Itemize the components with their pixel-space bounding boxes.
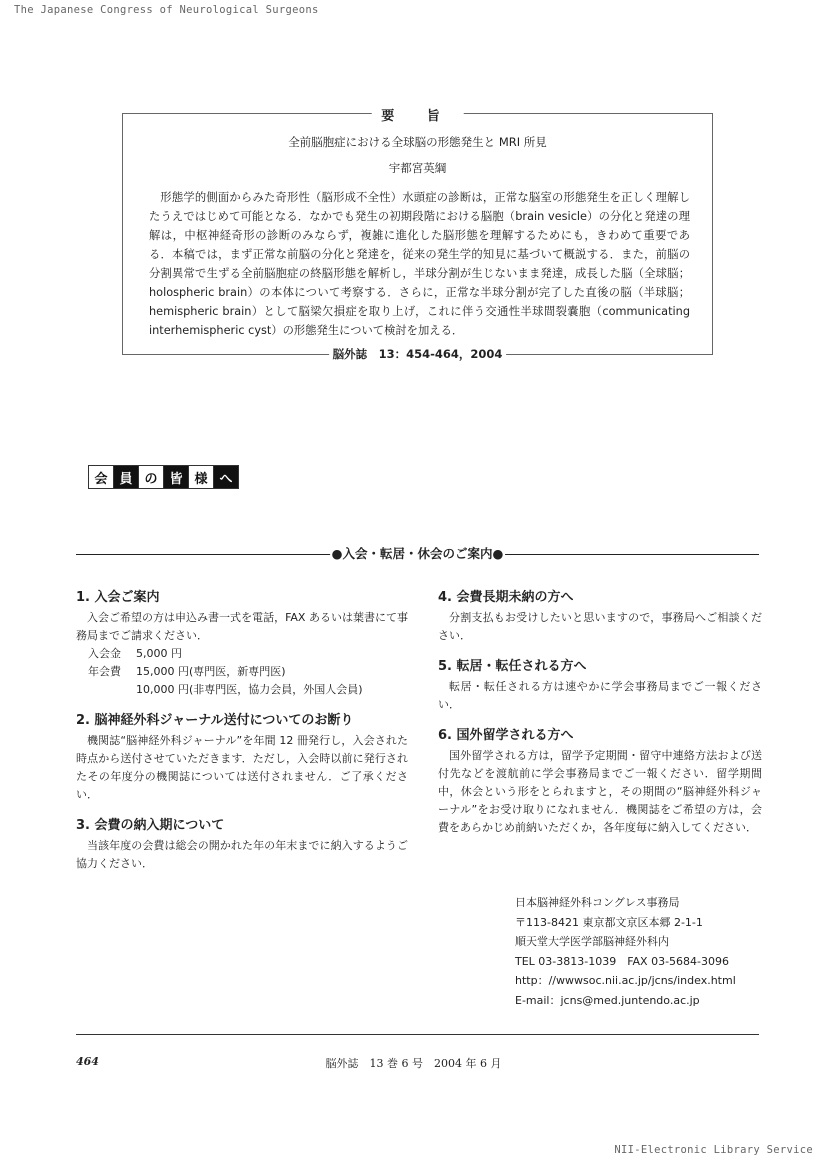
fee-row <box>88 663 408 681</box>
banner-char: 員 <box>113 466 138 488</box>
guide-heading-line <box>76 544 759 564</box>
banner-char: へ <box>213 466 238 488</box>
fee-label: 入会金 <box>88 647 121 660</box>
abstract-heading: 要 旨 <box>371 105 464 124</box>
banner-char: 皆 <box>163 466 188 488</box>
banner-char: 様 <box>188 466 213 488</box>
contact-dept: 順天堂大学医学部脳神経外科内 <box>515 935 669 948</box>
section-title: 1. 入会ご案内 <box>76 590 160 605</box>
guide-heading: ●入会・転居・休会のご案内● <box>331 546 504 561</box>
section-title: 3. 会費の納入期について <box>76 818 225 833</box>
section-title: 2. 脳神経外科ジャーナル送付についてのお断り <box>76 713 354 728</box>
footer-note: NII-Electronic Library Service <box>614 1144 813 1156</box>
fee-value: 10,000 円(非専門医，協力会員，外国人会員) <box>136 683 363 696</box>
contact-phone: TEL 03-3813-1039 FAX 03-5684-3096 <box>515 954 730 968</box>
contact-org: 日本脳神経外科コングレス事務局 <box>515 896 680 909</box>
header-note: The Japanese Congress of Neurological Surgeons <box>14 4 319 16</box>
section-text: 機関誌“脳神経外科ジャーナル”を年間 12 冊発行し，入会された時点から送付させていただきます．ただし，入会時以前に発行されたその年度分の機関誌については送付されません．ご了承ください． <box>76 734 408 801</box>
section-unpaid <box>438 588 762 645</box>
fee-label: 年会費 <box>88 665 121 678</box>
section-title: 6. 国外留学される方へ <box>438 728 574 743</box>
paper-title: 全前脳胞症における全球脳の形態発生と MRI 所見 <box>288 135 547 149</box>
contact-email[interactable]: E-mail：jcns@med.juntendo.ac.jp <box>515 993 700 1007</box>
banner-char: 会 <box>89 466 113 488</box>
contact-address: 〒113-8421 東京都文京区本郷 2-1-1 <box>515 915 703 929</box>
abstract-box <box>122 109 713 361</box>
paper-author: 宇都宮英綱 <box>388 161 447 175</box>
banner-char: の <box>138 466 163 488</box>
section-fees <box>76 816 408 873</box>
members-banner <box>88 465 239 489</box>
footer-divider <box>76 1034 759 1035</box>
section-text: 入会ご希望の方は申込み書一式を電話，FAX あるいは葉書にて事務局までご請求ください． <box>76 611 408 642</box>
right-column <box>438 588 762 849</box>
section-text: 当該年度の会費は総会の開かれた年の年末までに納入するようご協力ください． <box>76 839 408 870</box>
section-journal <box>76 711 408 804</box>
section-abroad <box>438 726 762 837</box>
fee-value: 5,000 円 <box>136 647 182 660</box>
section-text: 転居・転任される方は速やかに学会事務局までご一報ください． <box>438 680 762 711</box>
abstract-citation: 脳外誌 13：454-464，2004 <box>329 346 507 362</box>
section-title: 4. 会費長期未納の方へ <box>438 590 574 605</box>
section-title: 5. 転居・転任される方へ <box>438 659 587 674</box>
fee-value: 15,000 円(専門医，新専門医) <box>136 665 286 678</box>
contact-block <box>515 893 736 1010</box>
section-text: 国外留学される方は，留学予定期間・留守中連絡方法および送付先などを渡航前に学会事務局までご一報ください．留学期間中，休会という形をとられますと，その期間の“脳神経外科ジャーナル”をお受け取りになれません．機関誌をご希望の方は，会費をあらかじめ前納いただくか，各年度毎に納入してください． <box>438 749 762 834</box>
journal-info: 脳外誌 13 巻 6 号 2004 年 6 月 <box>325 1057 502 1070</box>
fee-row <box>88 681 408 699</box>
contact-url[interactable]: http：//wwwsoc.nii.ac.jp/jcns/index.html <box>515 974 736 987</box>
section-moving <box>438 657 762 714</box>
left-column <box>76 588 408 885</box>
fee-row <box>88 645 408 663</box>
abstract-body: 形態学的側面からみた奇形性（脳形成不全性）水頭症の診断は，正常な脳室の形態発生を正しく理解したうえではじめて可能となる．なかでも発生の初期段階における脳胞（brain vesicle）の分化と発達の理解は，中枢神経奇形の診断のみならず，複雑に進化した脳形態を理解するためにも，きわめて重要である．本稿では，まず正常な前脳の分化と発達を，従来の発生学的知見に基づいて概説する．また，前脳の分割異常で生ずる全前脳胞症の終脳形態を解析し，半球分割が生じないまま発達，成長した脳（全球脳；holospheric brain）の本体について考察する．さらに，正常な半球分割が完了した直後の脳（半球脳；hemispheric brain）として脳梁欠損症を取り上げ，これに伴う交通性半球間裂嚢胞（communicating interhemispheric cyst）の形態発生について検討を加える． <box>149 191 690 337</box>
section-membership <box>76 588 408 699</box>
section-text: 分割支払もお受けしたいと思いますので，事務局へご相談ください． <box>438 611 762 642</box>
page-number: 464 <box>76 1055 99 1068</box>
fee-table <box>88 645 408 699</box>
